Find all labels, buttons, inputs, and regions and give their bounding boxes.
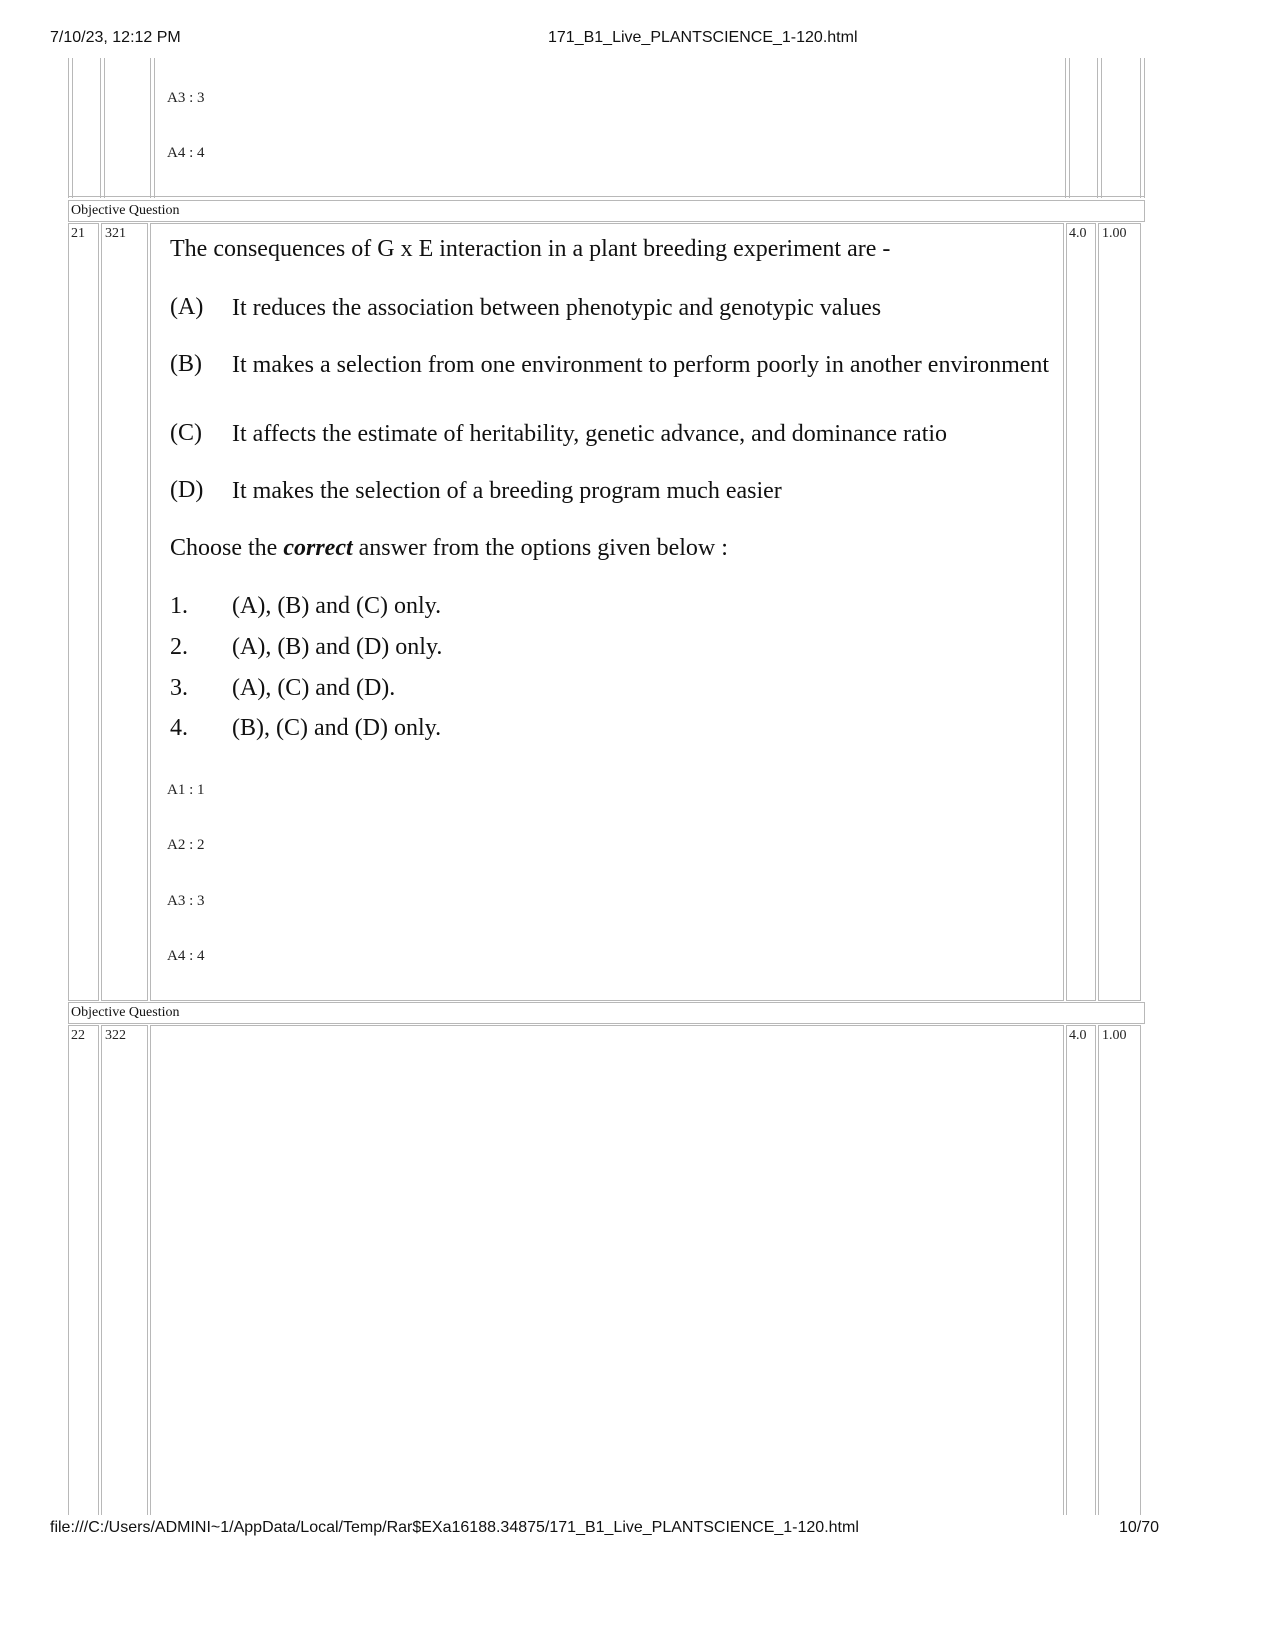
- q22-content-cell: [150, 1025, 1064, 1515]
- q22-id-cell: [101, 1025, 148, 1515]
- q21-option-c: [170, 420, 1100, 450]
- q21-option-a-text: It reduces the association between phenotypic and genotypic values: [232, 295, 882, 321]
- print-datetime: 7/10/23, 12:12 PM: [50, 29, 181, 46]
- q21-option-b: [170, 351, 1100, 411]
- q22-number-cell: [68, 1025, 99, 1515]
- q21-negative-cell: [1098, 223, 1141, 1001]
- q22-negative-cell: [1098, 1025, 1141, 1515]
- section-label-q21: Objective Question: [68, 200, 1145, 222]
- q21-answer-2-key: 2.: [170, 634, 188, 660]
- q21-answer-4-text: (B), (C) and (D) only.: [232, 715, 442, 741]
- q21-stem: The consequences of G x E interaction in a plant breeding experiment are -: [170, 236, 891, 262]
- print-page-number: 10/70: [1119, 1519, 1160, 1536]
- q21-option-a: [170, 294, 1100, 324]
- q21-id: 321: [105, 226, 126, 241]
- q21-instruction-emphasis: correct: [283, 535, 353, 561]
- q21-answer-key-a4: A4 : 4: [167, 948, 205, 964]
- print-file-path: file:///C:/Users/ADMINI~1/AppData/Local/Temp/Rar$EXa16188.34875/171_B1_Live_PLANTSCIENCE_1-120.html: [50, 1519, 859, 1536]
- q21-answer-key-a3: A3 : 3: [167, 893, 205, 909]
- q21-option-b-key: (B): [170, 351, 202, 377]
- q21-answer-1-key: 1.: [170, 593, 188, 619]
- q22-id: 322: [105, 1028, 126, 1043]
- q22-marks: 4.0: [1069, 1028, 1087, 1043]
- q21-answer-3-text: (A), (C) and (D).: [232, 675, 396, 701]
- q21-id-cell: [101, 223, 148, 1001]
- q21-instruction: [170, 535, 728, 562]
- q21-option-d: [170, 477, 1100, 507]
- q21-answer-2-text: (A), (B) and (D) only.: [232, 634, 443, 660]
- q22-number: 22: [71, 1028, 85, 1043]
- q21-option-c-text: It affects the estimate of heritability, genetic advance, and dominance ratio: [232, 421, 948, 447]
- section-label-q22: Objective Question: [68, 1002, 1145, 1024]
- q21-answer-3-key: 3.: [170, 675, 188, 701]
- q21-negative: 1.00: [1102, 226, 1127, 241]
- q21-number: 21: [71, 226, 85, 241]
- q22-marks-cell: [1066, 1025, 1096, 1515]
- print-doc-title: 171_B1_Live_PLANTSCIENCE_1-120.html: [548, 29, 858, 46]
- prev-answer-key-a4: A4 : 4: [167, 145, 205, 161]
- q21-option-c-key: (C): [170, 420, 202, 446]
- q21-number-cell: [68, 223, 99, 1001]
- q21-marks: 4.0: [1069, 226, 1087, 241]
- q21-option-d-key: (D): [170, 477, 204, 503]
- q21-instruction-post: answer from the options given below :: [352, 535, 728, 561]
- q21-marks-cell: [1066, 223, 1096, 1001]
- q21-option-b-text: It makes a selection from one environment to perform poorly in another environment: [232, 352, 1050, 378]
- q21-instruction-pre: Choose the: [170, 535, 284, 561]
- q21-answer-key-a1: A1 : 1: [167, 782, 205, 798]
- q21-answer-1-text: (A), (B) and (C) only.: [232, 593, 442, 619]
- q21-answer-4-key: 4.: [170, 715, 188, 741]
- q21-option-a-key: (A): [170, 294, 204, 320]
- prev-answer-key-a3: A3 : 3: [167, 90, 205, 106]
- q21-answer-key-a2: A2 : 2: [167, 837, 205, 853]
- q22-negative: 1.00: [1102, 1028, 1127, 1043]
- q21-option-d-text: It makes the selection of a breeding program much easier: [232, 478, 782, 504]
